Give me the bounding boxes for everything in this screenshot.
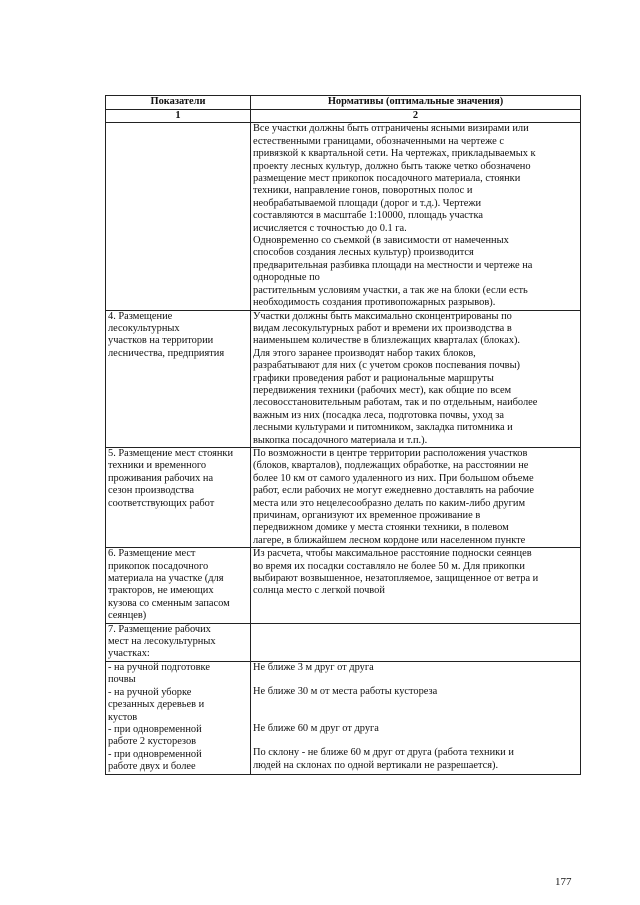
text-line: растительным условиям участки, а так же на блоки (если есть [253,284,528,296]
text-line: кустов [108,711,138,723]
text-line: людей на склонах по одной вертикали не разрешается). [253,759,499,771]
text-line: работе двух и более [108,761,196,773]
text-line: исчисляется с точностью до 0.1 га. [253,222,407,234]
text-line: работ, если рабочих не могут ежедневно доставлять на рабочие [253,485,534,497]
indicator-cell [106,123,251,310]
text-line: участках: [108,648,150,660]
text-line: 7. Размещение рабочих [108,623,211,635]
text-line: лесничества, предприятия [108,347,225,359]
text-line: мест на лесокультурных [108,636,216,648]
text-line: - при одновременной [108,748,202,760]
text-line: графики проведения работ и рациональные маршруты [253,372,494,384]
text-line: выбирают возвышенное, незатопляемое, защищенное от ветра и [253,573,539,585]
text-line: необрабатываемой площади (дорог и т.д.). Чертежи [253,197,482,209]
text-line: 6. Размещение мест [108,548,196,560]
text-line: составляются в масштабе 1:10000, площадь участка [253,210,483,222]
indicator-cell [106,548,251,623]
text-line: По склону - не ближе 60 м друг от друга (работа техники и [253,747,514,759]
text-line: лесными культурами и питомником, закладка питомника и [253,422,513,434]
text-line: лагере, в ближайшем лесном кордоне или населенном пункте [253,534,526,546]
text-line: привязкой к квартальной сети. На чертежах, прикладываемых к [253,148,536,160]
norm-cell [251,548,581,623]
text-line: сезон производства [108,485,195,497]
text-line: 4. Размещение [108,310,173,322]
text-line: - на ручной уборке [108,686,192,698]
text-line: - на ручной подготовке [108,661,210,673]
norm-cell [251,123,581,310]
text-line: - при одновременной [108,723,202,735]
text-line: тракторов, не имеющих [108,585,214,597]
text-line: Не ближе 3 м друг от друга [253,661,374,673]
text-line: однородные по [253,272,320,284]
page-number: 177 [555,876,572,888]
line-gap [253,674,578,686]
text-line: важным из них (посадка леса, подготовка почвы, уход за [253,409,504,421]
text-line: Не ближе 30 м от места работы кустореза [253,686,438,698]
text-line: (блоков, кварталов), подлежащих обработке, на расстоянии не [253,460,529,472]
text-line: техники, направление гонов, поворотных полос и [253,185,473,197]
line-gap [253,711,578,723]
text-line: Не ближе 60 м друг от друга [253,722,379,734]
text-line: Все участки должны быть отграничены ясными визирами или [253,123,529,135]
text-line: техники и временного [108,460,207,472]
text-line: 5. Размещение мест стоянки [108,447,234,459]
text-line: Участки должны быть максимально сконцентрированы по [253,310,512,322]
text-line: почвы [108,674,136,686]
text-line: размещение мест прикопок посадочного материала, стоянки [253,173,521,185]
header-norms: Нормативы (оптимальные значения) [251,96,581,110]
line-gap [253,699,578,711]
header-indicators: Показатели [106,96,251,110]
table-row [106,123,581,310]
text-line: солнца место с легкой почвой [253,585,385,597]
table-row [106,661,581,774]
text-line: видам лесокультурных работ и времени их производства в [253,322,512,334]
text-line: передвижения техники (рабочих мест), как общие по всем [253,384,512,396]
text-line: прикопок посадочного [108,560,209,572]
indicator-cell [106,447,251,547]
text-line: участков на территории [108,335,214,347]
table-row [106,310,581,447]
text-line: передвижном домике у места стоянки техники, в полевом [253,522,509,534]
text-line: соответствующих работ [108,497,215,509]
text-line: необходимость создания противопожарных разрывов). [253,297,496,309]
text-line: причинам, организуют их временное проживание в [253,510,481,521]
text-line: более 10 км от самого удаленного из них. При большом объеме [253,472,534,484]
text-line: материала на участке (для [108,573,224,585]
text-line: наименьшем количестве в близлежащих кварталах (блоках). [253,335,521,347]
text-line: лесокультурных [108,322,180,334]
table-header-row [106,96,581,110]
text-line: лесовосстановительным работам, так и по отдельным, наиболее [253,397,538,409]
text-line: сеянцев) [108,610,147,622]
indicator-cell [106,310,251,447]
indicator-cell [106,623,251,661]
column-number-1: 1 [106,110,251,123]
text-line: места или это нецелесообразно делать по каким-либо другим [253,497,526,509]
text-line: работе 2 кусторезов [108,736,197,748]
indicator-cell [106,661,251,774]
text-line: разрабатывают для них (с учетом сроков поспевания почвы) [253,360,521,372]
text-line: срезанных деревьев и [108,699,205,711]
text-line: выкопка посадочного материала и т.п.). [253,434,428,446]
text-line: предварительная разбивка площади на местности и чертеже на [253,259,533,271]
norm-cell [251,623,581,661]
column-number-2: 2 [251,110,581,123]
text-line: проживания рабочих на [108,472,214,484]
text-line: Одновременно со съемкой (в зависимости от намеченных [253,235,509,247]
table-row [106,548,581,623]
line-gap [253,735,578,747]
norm-cell [251,310,581,447]
table-row [106,623,581,661]
norm-cell [251,661,581,774]
norms-table [105,95,581,775]
text-line: Для этого заранее производят набор таких блоков, [253,347,476,359]
text-line: естественными границами, обозначенными на чертеже с [253,135,504,147]
text-line: кузова со сменным запасом [108,597,230,609]
text-line: способов создания лесных культур) производится [253,247,474,259]
table-row [106,447,581,547]
norm-cell [251,447,581,547]
column-number-row [106,110,581,123]
text-line: проекту лесных культур, должно быть также четко обозначено [253,160,531,172]
text-line: во время их посадки составляло не более 50 м. Для прикопки [253,560,525,572]
text-line: Из расчета, чтобы максимальное расстояние подноски сеянцев [253,548,532,560]
text-line: По возможности в центре территории расположения участков [253,447,528,459]
